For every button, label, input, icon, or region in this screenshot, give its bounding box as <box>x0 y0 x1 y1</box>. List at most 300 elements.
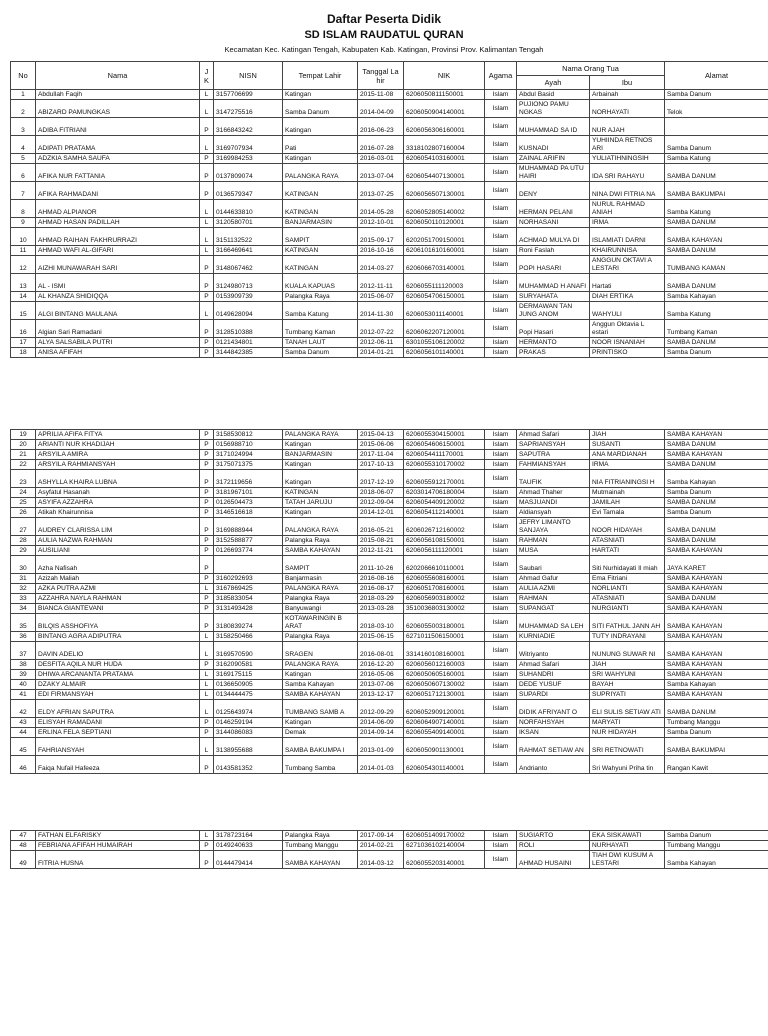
student-gender: L <box>200 302 214 320</box>
student-religion: Islam <box>485 302 517 320</box>
col-no: No <box>11 62 36 90</box>
father-name: MUHAMMAD PA UTU HAIRI <box>517 164 590 182</box>
student-nik: 6206066703140001 <box>404 256 485 274</box>
mother-name: NUNUNG SUWAR NI <box>590 642 665 660</box>
student-religion: Islam <box>485 584 517 594</box>
student-gender: P <box>200 546 214 556</box>
mother-name: JAMILAH <box>590 498 665 508</box>
student-name: AUDREY CLARISSA LIM <box>36 518 200 536</box>
student-no: 11 <box>11 246 36 256</box>
student-nisn: 3144842385 <box>214 348 283 358</box>
student-name: AHMAD WAFI AL-GIFARI <box>36 246 200 256</box>
student-birthplace: Tumbang Samba <box>283 756 358 774</box>
student-birthdate: 2015-08-21 <box>358 536 404 546</box>
student-religion: Islam <box>485 218 517 228</box>
mother-name: ELI SULIS SETIAW ATI <box>590 700 665 718</box>
student-nik: 3510036803130002 <box>404 604 485 614</box>
student-birthplace: PALANGKA RAYA <box>283 660 358 670</box>
student-name: Algian Sari Ramadani <box>36 320 200 338</box>
father-name: RAHMAN <box>517 594 590 604</box>
col-agama: Agama <box>485 62 517 90</box>
student-name: FAHRIANSYAH <box>36 738 200 756</box>
student-row <box>11 594 768 604</box>
student-name: DAVIN ADELIO <box>36 642 200 660</box>
student-address: SAMBA DANUM <box>665 518 768 536</box>
student-religion: Islam <box>485 136 517 154</box>
student-no: 25 <box>11 498 36 508</box>
student-gender: L <box>200 831 214 841</box>
student-nik: 6206052805140002 <box>404 200 485 218</box>
student-nik: 6206050901130001 <box>404 738 485 756</box>
student-no: 7 <box>11 182 36 200</box>
student-no: 13 <box>11 274 36 292</box>
student-name: AHMAD ALPIANOR <box>36 200 200 218</box>
student-birthplace: Palangka Raya <box>283 292 358 302</box>
father-name: HERMANTO <box>517 338 590 348</box>
student-religion: Islam <box>485 200 517 218</box>
student-no: 32 <box>11 584 36 594</box>
col-tempat-lahir: Tempat Lahir <box>283 62 358 90</box>
mother-name: NOOR HIDAYAH <box>590 518 665 536</box>
student-address: Samba Danum <box>665 728 768 738</box>
student-religion: Islam <box>485 756 517 774</box>
student-no: 15 <box>11 302 36 320</box>
student-no: 3 <box>11 118 36 136</box>
mother-name: JIAH <box>590 660 665 670</box>
mother-name: Sri Wahyuni Priha tin <box>590 756 665 774</box>
student-nik: 6206050110120001 <box>404 218 485 228</box>
mother-name: NORHAYATI <box>590 100 665 118</box>
student-nik: 6206055304150001 <box>404 430 485 440</box>
student-name: ARSYILA RAHMIANSYAH <box>36 460 200 470</box>
student-name: AHMAD HASAN PADILLAH <box>36 218 200 228</box>
student-row <box>11 642 768 660</box>
student-no: 18 <box>11 348 36 358</box>
student-birthplace: Palangka Raya <box>283 831 358 841</box>
student-birthdate: 2014-02-21 <box>358 841 404 851</box>
students-table-page-3 <box>10 830 768 869</box>
student-nik: 6206056306160001 <box>404 118 485 136</box>
student-religion: Islam <box>485 632 517 642</box>
student-religion: Islam <box>485 518 517 536</box>
student-nik: 6206055409140001 <box>404 728 485 738</box>
father-name: Ahmad Gafur <box>517 574 590 584</box>
student-birthplace: PALANGKA RAYA <box>283 518 358 536</box>
students-table-page-2 <box>10 429 768 774</box>
student-nisn: 0136579347 <box>214 182 283 200</box>
father-name: IKSAN <box>517 728 590 738</box>
student-nik: 6206055912170001 <box>404 470 485 488</box>
mother-name: IRMA <box>590 460 665 470</box>
student-birthdate: 2018-03-29 <box>358 594 404 604</box>
mother-name: EKA SISKAWATI <box>590 831 665 841</box>
student-name: APRILIA AFIFA FITYA <box>36 430 200 440</box>
father-name: MUSA <box>517 546 590 556</box>
student-no: 16 <box>11 320 36 338</box>
student-religion: Islam <box>485 831 517 841</box>
student-row <box>11 670 768 680</box>
student-gender: P <box>200 256 214 274</box>
student-address: SAMBA DANUM <box>665 594 768 604</box>
student-no: 42 <box>11 700 36 718</box>
student-no: 49 <box>11 851 36 869</box>
student-religion: Islam <box>485 182 517 200</box>
student-name: DESFITA AQILA NUR HUDA <box>36 660 200 670</box>
student-gender: L <box>200 738 214 756</box>
student-no: 29 <box>11 546 36 556</box>
student-nik: 6206051409170002 <box>404 831 485 841</box>
student-birthplace: SAMBA BAKUMPA I <box>283 738 358 756</box>
father-name: SUHANDRI <box>517 670 590 680</box>
student-nik: 6203014706180004 <box>404 488 485 498</box>
student-gender: P <box>200 508 214 518</box>
student-no: 10 <box>11 228 36 246</box>
student-gender: L <box>200 246 214 256</box>
student-birthplace: Tumbang Manggu <box>283 841 358 851</box>
father-name: NORHASANI <box>517 218 590 228</box>
student-row <box>11 718 768 728</box>
student-gender: P <box>200 660 214 670</box>
col-ayah: Ayah <box>517 76 590 90</box>
student-religion: Islam <box>485 574 517 584</box>
student-nik: 6206026712160002 <box>404 518 485 536</box>
student-birthplace: SAMBA KAHAYAN <box>283 690 358 700</box>
mother-name: Ema Fitriani <box>590 574 665 584</box>
student-address: SAMBA DANUM <box>665 246 768 256</box>
father-name: Andrianto <box>517 756 590 774</box>
student-row <box>11 614 768 632</box>
student-birthdate: 2013-07-25 <box>358 182 404 200</box>
student-birthdate: 2012-06-11 <box>358 338 404 348</box>
student-nik: 6206051708160001 <box>404 584 485 594</box>
student-birthdate: 2011-10-26 <box>358 556 404 574</box>
student-nik: 6206055608160001 <box>404 574 485 584</box>
student-no: 43 <box>11 718 36 728</box>
student-address: SAMBA KAHAYAN <box>665 546 768 556</box>
student-row <box>11 470 768 488</box>
student-gender: P <box>200 851 214 869</box>
student-birthdate: 2012-10-01 <box>358 218 404 228</box>
student-birthplace: Katingan <box>283 118 358 136</box>
student-nik: 6202051709150001 <box>404 228 485 246</box>
col-ibu: Ibu <box>590 76 665 90</box>
student-name: FEBRIANA AFIFAH HUMAIRAH <box>36 841 200 851</box>
student-birthplace: BANJARMASIN <box>283 450 358 460</box>
student-birthplace: Tumbang Kaman <box>283 320 358 338</box>
father-name: MUHAMMAD SA ID <box>517 118 590 136</box>
student-birthplace: PALANGKA RAYA <box>283 430 358 440</box>
student-nik: 6206052909120001 <box>404 700 485 718</box>
student-birthplace: Samba Katung <box>283 302 358 320</box>
father-name: Popi Hasari <box>517 320 590 338</box>
student-nisn: 3144086083 <box>214 728 283 738</box>
student-birthplace: KATINGAN <box>283 256 358 274</box>
student-name: ELISYAH RAMADANI <box>36 718 200 728</box>
student-birthdate: 2014-05-28 <box>358 200 404 218</box>
student-religion: Islam <box>485 164 517 182</box>
student-address: SAMBA DANUM <box>665 460 768 470</box>
col-nama: Nama <box>36 62 200 90</box>
student-gender: P <box>200 518 214 536</box>
father-name: Aldiansyah <box>517 508 590 518</box>
student-no: 6 <box>11 164 36 182</box>
student-birthdate: 2017-12-19 <box>358 470 404 488</box>
mother-name: NURUL RAHMAD ANIAH <box>590 200 665 218</box>
father-name: Ahmad Thaher <box>517 488 590 498</box>
father-name: MUHAMMAD H ANAFI <box>517 274 590 292</box>
student-nik: 6206056012160003 <box>404 660 485 670</box>
student-gender: P <box>200 556 214 574</box>
student-gender: L <box>200 680 214 690</box>
student-name: ABIZARD PAMUNGKAS <box>36 100 200 118</box>
student-birthdate: 2013-12-17 <box>358 690 404 700</box>
student-birthdate: 2012-11-21 <box>358 546 404 556</box>
student-no: 38 <box>11 660 36 670</box>
father-name: PRAKAS <box>517 348 590 358</box>
student-nik: 6206055003180001 <box>404 614 485 632</box>
student-gender: P <box>200 841 214 851</box>
student-gender: L <box>200 200 214 218</box>
student-gender: P <box>200 430 214 440</box>
student-row <box>11 430 768 440</box>
student-nisn: 3169175115 <box>214 670 283 680</box>
father-name: PUJIONO PAMU NGKAS <box>517 100 590 118</box>
mother-name: DIAH ERTIKA <box>590 292 665 302</box>
mother-name: Anggun Oktavia L estari <box>590 320 665 338</box>
student-row <box>11 488 768 498</box>
student-row <box>11 348 768 358</box>
mother-name: TIAH DWI KUSUM A LESTARI <box>590 851 665 869</box>
father-name: SUPARDI <box>517 690 590 700</box>
student-gender: L <box>200 100 214 118</box>
father-name: Witriyanto <box>517 642 590 660</box>
student-religion: Islam <box>485 348 517 358</box>
father-name: FAHMIANSYAH <box>517 460 590 470</box>
student-birthplace: Banjarmasin <box>283 574 358 584</box>
student-row <box>11 660 768 670</box>
father-name: KUSNADI <box>517 136 590 154</box>
student-nisn: 0126504473 <box>214 498 283 508</box>
student-no: 39 <box>11 670 36 680</box>
student-birthplace: Banyuwangi <box>283 604 358 614</box>
father-name: DEDE YUSUF <box>517 680 590 690</box>
student-religion: Islam <box>485 246 517 256</box>
student-nisn <box>214 556 283 574</box>
student-gender: L <box>200 584 214 594</box>
father-name: MUHAMMAD SA LEH <box>517 614 590 632</box>
student-name: ARIANTI NUR KHADIJAH <box>36 440 200 450</box>
student-no: 30 <box>11 556 36 574</box>
student-birthdate: 2014-11-30 <box>358 302 404 320</box>
father-name: Abdul Basid <box>517 90 590 100</box>
father-name: HERMAN PELANI <box>517 200 590 218</box>
student-address: SAMBA DANUM <box>665 218 768 228</box>
student-gender: P <box>200 460 214 470</box>
student-nisn: 0144479414 <box>214 851 283 869</box>
student-row <box>11 246 768 256</box>
student-address: Rangan Kawit <box>665 756 768 774</box>
student-row <box>11 228 768 246</box>
student-birthdate: 2016-05-06 <box>358 670 404 680</box>
student-no: 34 <box>11 604 36 614</box>
mother-name: ISLAMIATI DARNI <box>590 228 665 246</box>
student-birthplace: SRAGEN <box>283 642 358 660</box>
father-name: Saubari <box>517 556 590 574</box>
mother-name: ANA MARDIANAH <box>590 450 665 460</box>
student-birthplace: KATINGAN <box>283 246 358 256</box>
father-name: SUPANGAT <box>517 604 590 614</box>
student-address: Samba Kahayan <box>665 851 768 869</box>
student-address: Samba Kahayan <box>665 470 768 488</box>
mother-name: JIAH <box>590 430 665 440</box>
father-name: SAPRIANSYAH <box>517 440 590 450</box>
student-birthplace: KOTAWARINGIN B ARAT <box>283 614 358 632</box>
father-name: RAHMAN <box>517 536 590 546</box>
student-row <box>11 440 768 450</box>
student-nik: 6206051712130001 <box>404 690 485 700</box>
student-address: Tumbang Manggu <box>665 718 768 728</box>
student-religion: Islam <box>485 841 517 851</box>
mother-name: NOOR ISNANIAH <box>590 338 665 348</box>
student-birthplace: SAMPIT <box>283 556 358 574</box>
student-gender: P <box>200 440 214 450</box>
student-address: SAMBA KAHAYAN <box>665 430 768 440</box>
document-header <box>0 12 768 55</box>
mother-name: HARTATI <box>590 546 665 556</box>
student-religion: Islam <box>485 728 517 738</box>
student-birthdate: 2017-10-13 <box>358 460 404 470</box>
student-nik: 6271011506150001 <box>404 632 485 642</box>
student-nik: 6206050811150001 <box>404 90 485 100</box>
student-name: Faiqa Nufail Hafeeza <box>36 756 200 774</box>
student-birthplace: KUALA KAPUAS <box>283 274 358 292</box>
student-no: 8 <box>11 200 36 218</box>
student-no: 31 <box>11 574 36 584</box>
student-nisn: 3146516618 <box>214 508 283 518</box>
mother-name: SITI FATHUL JANN AH <box>590 614 665 632</box>
mother-name: NUR HIDAYAH <box>590 728 665 738</box>
student-nisn: 3172119656 <box>214 470 283 488</box>
student-no: 44 <box>11 728 36 738</box>
student-birthdate: 2016-12-20 <box>358 660 404 670</box>
student-address: Samba Katung <box>665 200 768 218</box>
student-row <box>11 574 768 584</box>
student-nisn: 3152588877 <box>214 536 283 546</box>
student-religion: Islam <box>485 450 517 460</box>
student-nisn: 3160292693 <box>214 574 283 584</box>
student-religion: Islam <box>485 118 517 136</box>
student-name: Asyfatul Hasanah <box>36 488 200 498</box>
student-birthdate: 2015-04-13 <box>358 430 404 440</box>
student-religion: Islam <box>485 660 517 670</box>
student-birthdate: 2012-09-29 <box>358 700 404 718</box>
student-address: SAMBA KAHAYAN <box>665 670 768 680</box>
student-row <box>11 604 768 614</box>
student-row <box>11 118 768 136</box>
father-name: Ahmad Safari <box>517 660 590 670</box>
mother-name: NINA DWI FITRIA NA <box>590 182 665 200</box>
student-address: SAMBA KAHAYAN <box>665 690 768 700</box>
student-nisn: 3158530812 <box>214 430 283 440</box>
student-name: ARSYILA AMIRA <box>36 450 200 460</box>
student-row <box>11 182 768 200</box>
mother-name: Arbainah <box>590 90 665 100</box>
student-name: Abdullah Faqih <box>36 90 200 100</box>
student-nisn: 0144633810 <box>214 200 283 218</box>
student-no: 41 <box>11 690 36 700</box>
student-no: 22 <box>11 460 36 470</box>
student-row <box>11 690 768 700</box>
student-birthplace: Katingan <box>283 670 358 680</box>
student-name: AZKA PUTRA AZMI <box>36 584 200 594</box>
student-religion: Islam <box>485 498 517 508</box>
student-nisn: 3166469641 <box>214 246 283 256</box>
student-address: TUMBANG KAMAN <box>665 256 768 274</box>
student-gender: L <box>200 632 214 642</box>
student-nik: 6206054606150001 <box>404 440 485 450</box>
student-nik: 6206056903180002 <box>404 594 485 604</box>
student-nisn: 0156988710 <box>214 440 283 450</box>
student-birthplace: KATINGAN <box>283 200 358 218</box>
mother-name: ATASNIATI <box>590 536 665 546</box>
student-birthdate: 2016-03-01 <box>358 154 404 164</box>
father-name: DENY <box>517 182 590 200</box>
mother-name: YUHIINDA RETNOS ARI <box>590 136 665 154</box>
student-birthplace: BANJARMASIN <box>283 218 358 228</box>
mother-name: YULIATIHNINGSIH <box>590 154 665 164</box>
student-nik: 6206050607130002 <box>404 680 485 690</box>
student-nik: 6206054112140001 <box>404 508 485 518</box>
student-row <box>11 292 768 302</box>
student-religion: Islam <box>485 292 517 302</box>
student-nisn: 3162090581 <box>214 660 283 670</box>
student-row <box>11 450 768 460</box>
mother-name: IRMA <box>590 218 665 228</box>
student-nik: 6206101610160001 <box>404 246 485 256</box>
student-religion: Islam <box>485 338 517 348</box>
father-name: NORFAHSYAH <box>517 718 590 728</box>
student-name: ALYA SALSABILA PUTRI <box>36 338 200 348</box>
student-birthplace: Katingan <box>283 508 358 518</box>
student-address: SAMBA DANUM <box>665 700 768 718</box>
father-name: AULIA AZMI <box>517 584 590 594</box>
mother-name: IDA SRI RAHAYU <box>590 164 665 182</box>
student-address: Tumbang Kaman <box>665 320 768 338</box>
student-birthplace: SAMBA KAHAYAN <box>283 851 358 869</box>
student-birthdate: 2013-07-06 <box>358 680 404 690</box>
student-birthdate: 2015-09-17 <box>358 228 404 246</box>
student-no: 24 <box>11 488 36 498</box>
student-address: Samba Danum <box>665 90 768 100</box>
student-address: JAYA KARET <box>665 556 768 574</box>
student-nisn: 0146259194 <box>214 718 283 728</box>
student-nik: 6206053011140001 <box>404 302 485 320</box>
student-address: SAMBA KAHAYAN <box>665 642 768 660</box>
student-birthdate: 2014-09-14 <box>358 728 404 738</box>
student-no: 47 <box>11 831 36 841</box>
father-name: DIDIK AFRIYANT O <box>517 700 590 718</box>
student-address: SAMBA DANUM <box>665 338 768 348</box>
mother-name: ATASNIATI <box>590 594 665 604</box>
student-nisn: 3181967101 <box>214 488 283 498</box>
student-row <box>11 508 768 518</box>
student-nisn: 3147275516 <box>214 100 283 118</box>
student-row <box>11 164 768 182</box>
student-address: Samba Katung <box>665 154 768 164</box>
student-row <box>11 274 768 292</box>
student-name: ALGI BINTANG MAULANA <box>36 302 200 320</box>
mother-name: Siti Nurhidayati Il miah <box>590 556 665 574</box>
